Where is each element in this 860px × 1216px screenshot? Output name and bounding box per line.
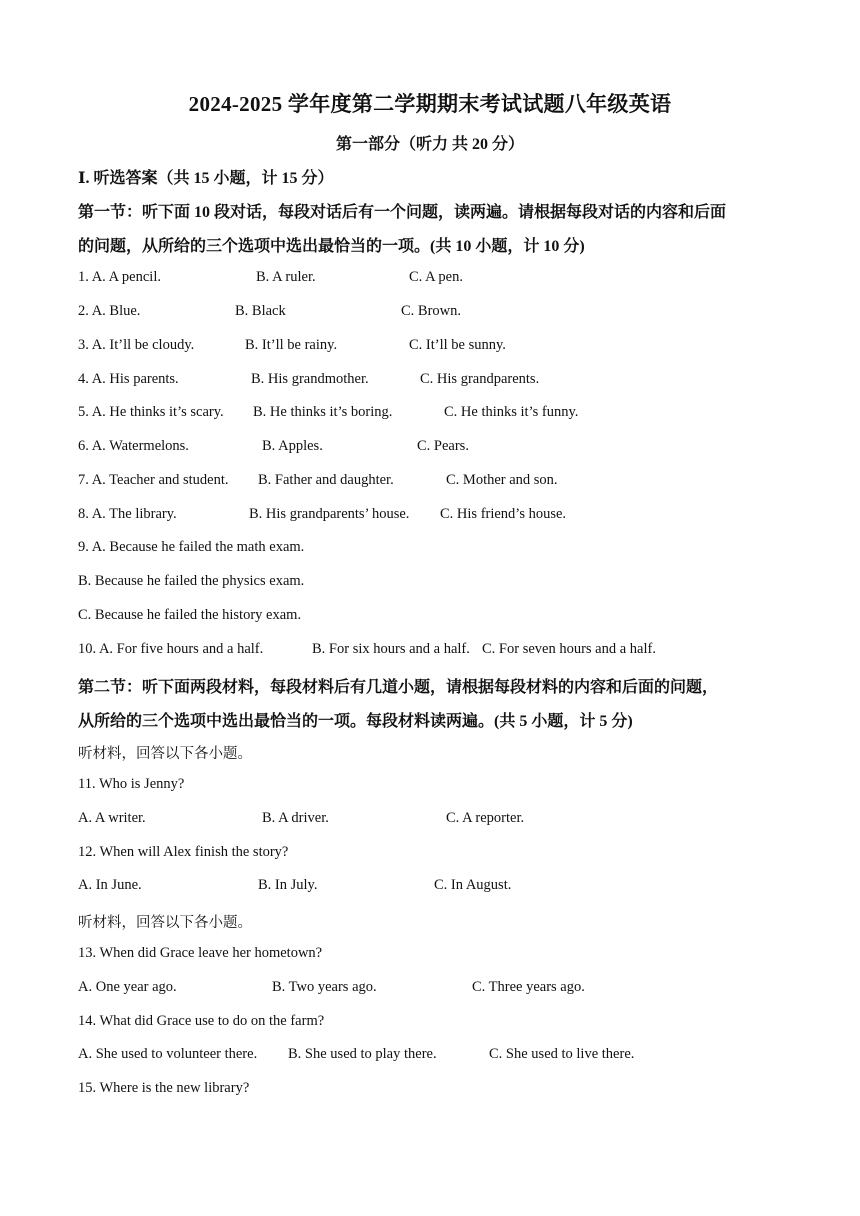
question-1 <box>78 269 778 289</box>
q5-option-a: 5. A. He thinks it’s scary. <box>78 404 224 420</box>
q13-option-b: B. Two years ago. <box>272 979 377 995</box>
q11-option-a: A. A writer. <box>78 810 146 826</box>
question-12: 12. When will Alex finish the story? <box>78 844 289 860</box>
question-4 <box>78 371 778 391</box>
q3-option-c: C. It’ll be sunny. <box>409 337 506 353</box>
q1-option-b: B. A ruler. <box>256 269 316 285</box>
q6-option-b: B. Apples. <box>262 438 323 454</box>
subsection-one-instructions-line2: 的问题，从所给的三个选项中选出最恰当的一项。(共 10 小题，计 10 分) <box>78 238 585 255</box>
q14-option-c: C. She used to live there. <box>489 1046 635 1062</box>
q10-option-a: 10. A. For five hours and a half. <box>78 641 264 657</box>
question-2 <box>78 303 778 323</box>
q14-option-b: B. She used to play there. <box>288 1046 437 1062</box>
q1-option-c: C. A pen. <box>409 269 463 285</box>
question-11-options <box>78 810 778 830</box>
q9-option-b: B. Because he failed the physics exam. <box>78 573 305 589</box>
q11-option-c: C. A reporter. <box>446 810 525 826</box>
question-13: 13. When did Grace leave her hometown? <box>78 945 323 961</box>
subsection-two-instructions-line2: 从所给的三个选项中选出最恰当的一项。每段材料读两遍。(共 5 小题，计 5 分) <box>78 713 633 730</box>
q4-option-c: C. His grandparents. <box>420 371 540 387</box>
material-note-1: 听材料，回答以下各小题。 <box>78 746 252 762</box>
q12-option-c: C. In August. <box>434 877 512 893</box>
q11-option-b: B. A driver. <box>262 810 329 826</box>
q5-option-c: C. He thinks it’s funny. <box>444 404 579 420</box>
q10-option-c: C. For seven hours and a half. <box>482 641 656 657</box>
q12-option-b: B. In July. <box>258 877 318 893</box>
question-14: 14. What did Grace use to do on the farm? <box>78 1013 325 1029</box>
question-10 <box>78 641 778 661</box>
question-3 <box>78 337 778 357</box>
material-note-2: 听材料，回答以下各小题。 <box>78 915 252 931</box>
question-15: 15. Where is the new library? <box>78 1080 250 1096</box>
q6-option-a: 6. A. Watermelons. <box>78 438 189 454</box>
q3-option-a: 3. A. It’ll be cloudy. <box>78 337 195 353</box>
question-5 <box>78 404 778 424</box>
q14-option-a: A. She used to volunteer there. <box>78 1046 258 1062</box>
question-11: 11. Who is Jenny? <box>78 776 185 792</box>
q5-option-b: B. He thinks it’s boring. <box>253 404 393 420</box>
question-8 <box>78 506 778 526</box>
q8-option-a: 8. A. The library. <box>78 506 177 522</box>
q7-option-a: 7. A. Teacher and student. <box>78 472 229 488</box>
part-one-heading: 第一部分（听力 共 20 分） <box>335 136 524 153</box>
question-14-options <box>78 1046 778 1066</box>
question-6 <box>78 438 778 458</box>
q4-option-b: B. His grandmother. <box>251 371 369 387</box>
q4-option-a: 4. A. His parents. <box>78 371 179 387</box>
q9-option-a: 9. A. Because he failed the math exam. <box>78 539 305 555</box>
question-7 <box>78 472 778 492</box>
subsection-two-instructions-line1: 第二节：听下面两段材料，每段材料后有几道小题，请根据每段材料的内容和后面的问题， <box>78 679 719 696</box>
q3-option-b: B. It’ll be rainy. <box>245 337 338 353</box>
q6-option-c: C. Pears. <box>417 438 469 454</box>
question-13-options <box>78 979 778 999</box>
q12-option-a: A. In June. <box>78 877 142 893</box>
section-one-heading: Ⅰ. 听选答案（共 15 小题，计 15 分） <box>78 170 334 187</box>
q10-option-b: B. For six hours and a half. <box>312 641 470 657</box>
q7-option-c: C. Mother and son. <box>446 472 558 488</box>
subsection-one-instructions-line1: 第一节：听下面 10 段对话，每段对话后有一个问题，读两遍。请根据每段对话的内容和后面 <box>78 204 727 221</box>
question-12-options <box>78 877 778 897</box>
q8-option-c: C. His friend’s house. <box>440 506 567 522</box>
q2-option-b: B. Black <box>235 303 286 319</box>
q9-option-c: C. Because he failed the history exam. <box>78 607 302 623</box>
q7-option-b: B. Father and daughter. <box>258 472 394 488</box>
q2-option-a: 2. A. Blue. <box>78 303 141 319</box>
q8-option-b: B. His grandparents’ house. <box>249 506 410 522</box>
exam-title: 2024-2025 学年度第二学期期末考试试题八年级英语 <box>188 92 672 116</box>
q2-option-c: C. Brown. <box>401 303 462 319</box>
q13-option-c: C. Three years ago. <box>472 979 585 995</box>
q1-option-a: 1. A. A pencil. <box>78 269 161 285</box>
q13-option-a: A. One year ago. <box>78 979 177 995</box>
